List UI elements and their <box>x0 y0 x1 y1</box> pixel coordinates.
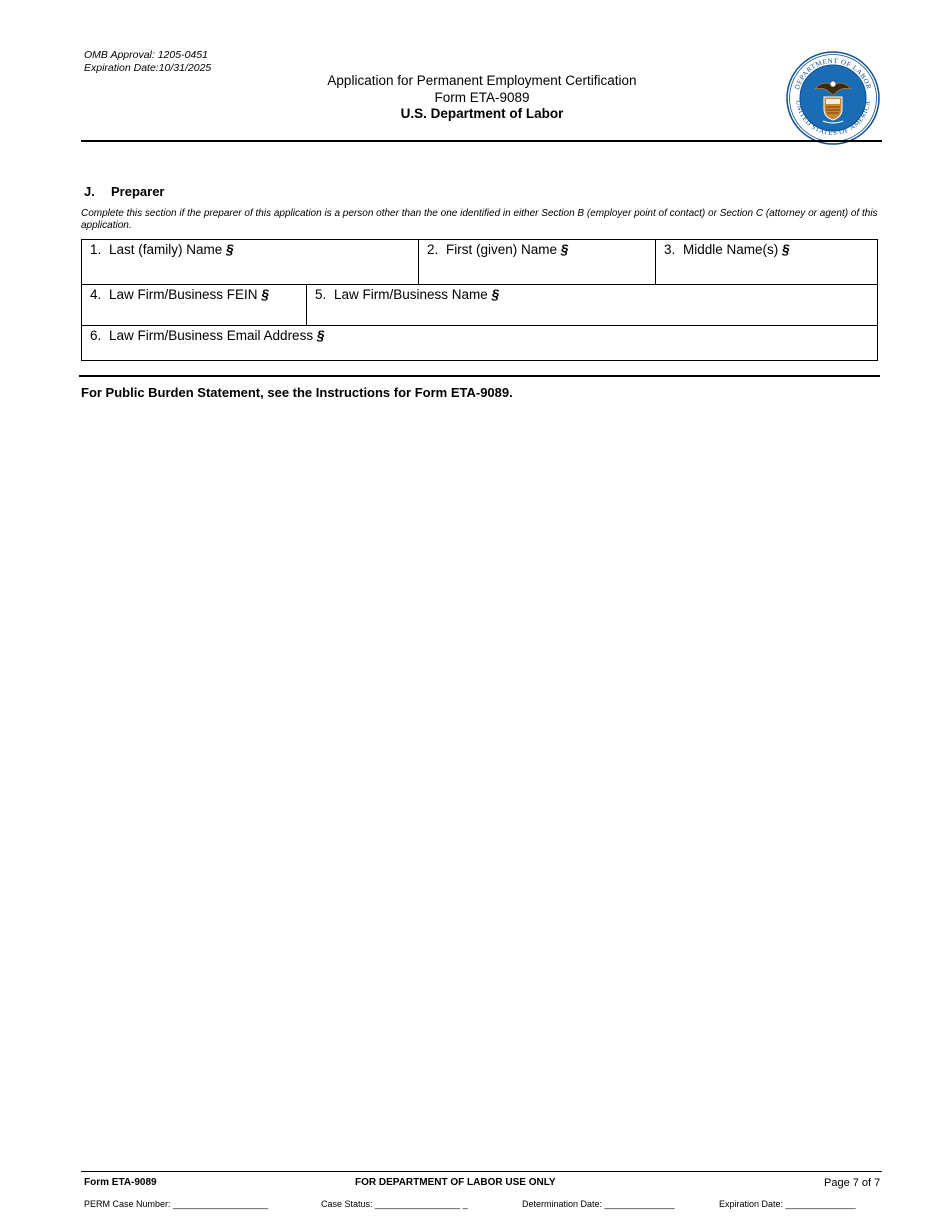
field-number: 3. <box>664 242 676 257</box>
form-number: Form ETA-9089 <box>434 89 530 105</box>
fein-field[interactable] <box>82 285 306 325</box>
email-field[interactable] <box>82 326 877 360</box>
burden-statement: For Public Burden Statement, see the Instructions for Form ETA-9089. <box>81 385 513 400</box>
department-name: U.S. Department of Labor <box>400 106 564 121</box>
middle-name-field[interactable] <box>656 240 877 284</box>
middle-name-label: Middle Name(s) <box>683 242 779 257</box>
department-of-labor-seal <box>786 51 880 145</box>
section-title <box>84 184 164 199</box>
footer-expiration-date: Expiration Date: ______________ <box>719 1199 856 1209</box>
first-name-label: First (given) Name <box>446 242 558 257</box>
form-title: Application for Permanent Employment Certification <box>327 73 637 88</box>
footer-divider <box>81 1171 882 1172</box>
field-number: 4. <box>90 287 102 302</box>
required-marker: § <box>560 242 569 257</box>
determination-date: Determination Date: ______________ <box>522 1199 675 1209</box>
preparer-form <box>81 239 878 361</box>
header-divider <box>81 140 882 142</box>
required-marker: § <box>226 242 234 257</box>
omb-info <box>84 49 211 75</box>
required-marker: § <box>491 287 500 302</box>
business-name-field[interactable] <box>307 285 877 325</box>
section-instructions: Complete this section if the preparer of this application is a person other than the one identified in either Section B (employer point of contact) or Section C (attorney or agent) of this application. <box>81 208 878 231</box>
expiration-date: Expiration Date:10/31/2025 <box>84 62 212 74</box>
business-name-label: Law Firm/Business Name <box>334 287 488 302</box>
form-header <box>282 73 682 123</box>
first-name-field[interactable] <box>419 240 655 284</box>
page-number: Page 7 of 7 <box>824 1177 881 1189</box>
burden-divider <box>79 375 880 377</box>
field-number: 1. <box>90 242 102 257</box>
svg-text:DEPARTMENT OF LABOR: DEPARTMENT OF LABOR <box>793 56 873 91</box>
section-name: Preparer <box>111 184 165 199</box>
last-name-field[interactable] <box>82 240 418 284</box>
email-label: Law Firm/Business Email Address <box>109 328 314 343</box>
omb-approval: OMB Approval: 1205-0451 <box>84 49 208 61</box>
field-number: 6. <box>90 328 102 343</box>
perm-case-number: PERM Case Number: ___________________ <box>84 1199 269 1209</box>
required-marker: § <box>316 328 325 343</box>
footer-use-only: FOR DEPARTMENT OF LABOR USE ONLY <box>355 1177 556 1188</box>
case-status: Case Status: _________________ _ <box>321 1199 468 1209</box>
field-number: 2. <box>427 242 439 257</box>
fein-label: Law Firm/Business FEIN <box>109 287 258 302</box>
last-name-label: Last (family) Name <box>109 242 223 257</box>
footer-form-number: Form ETA-9089 <box>84 1177 157 1188</box>
required-marker: § <box>261 287 269 302</box>
svg-text:UNITED STATES OF AMERICA: UNITED STATES OF AMERICA <box>793 99 873 138</box>
section-letter: J. <box>84 184 95 199</box>
required-marker: § <box>782 242 790 257</box>
field-number: 5. <box>315 287 327 302</box>
